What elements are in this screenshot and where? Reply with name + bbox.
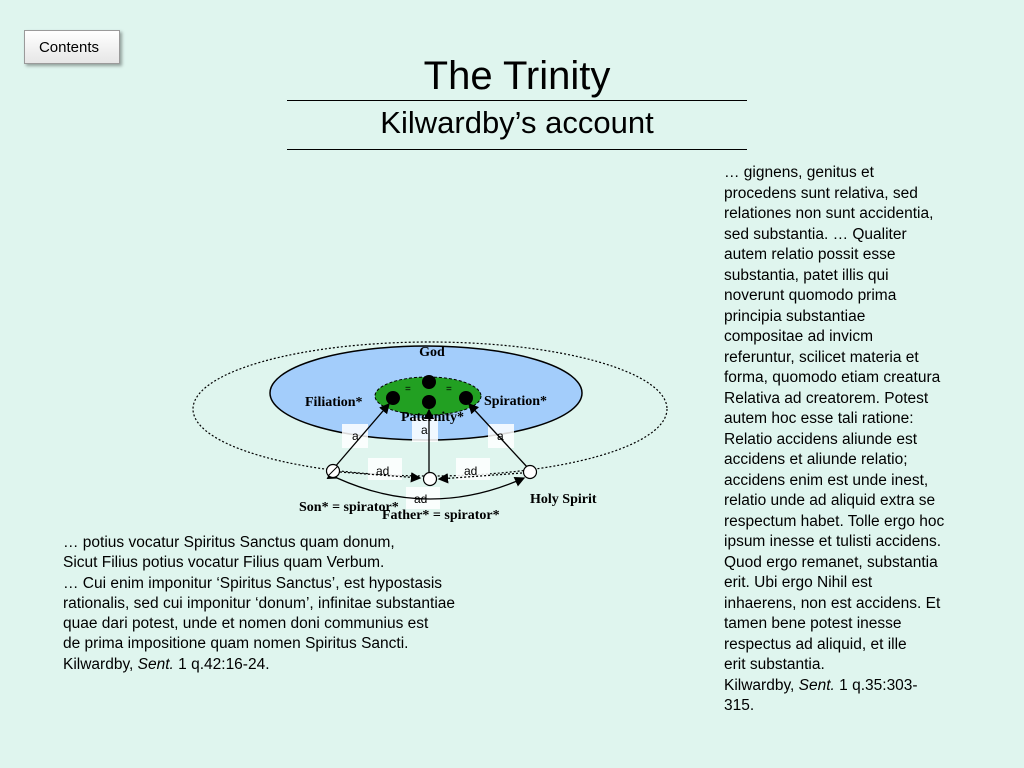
- left-quote-line: Sicut Filius potius vocatur Filius quam Verbum.: [63, 554, 385, 572]
- slide-subtitle: Kilwardby’s account: [380, 105, 654, 140]
- citation-ref: 1 q.42:16-24.: [173, 655, 270, 673]
- dot-top: [422, 375, 436, 389]
- right-quote-line: autem hoc esse tali ratione:: [724, 410, 914, 427]
- right-quote-line: Relativa ad creatorem. Potest: [724, 389, 929, 407]
- citation-ref: 1 q.35:303-: [834, 676, 918, 694]
- right-quote-line: relatio unde ad aliquid extra se: [724, 492, 936, 509]
- right-quote-citation: [724, 676, 974, 697]
- filiation-label: Filiation*: [305, 395, 363, 410]
- a-label-left: a: [352, 429, 359, 443]
- paternity-label: Paternity*: [401, 410, 464, 425]
- citation-author: Kilwardby,: [724, 676, 799, 694]
- citation-author: Kilwardby,: [63, 655, 138, 673]
- ad-label-right: ad: [464, 464, 478, 478]
- left-quote-line: … potius vocatur Spiritus Sanctus quam donum,: [63, 534, 395, 551]
- right-quote-line: referuntur, scilicet materia et: [724, 348, 919, 366]
- eq-right: =: [446, 384, 452, 395]
- right-quote-line: tamen bene potest inesse: [724, 615, 902, 632]
- right-quote-line: substantia, patet illis qui: [724, 266, 889, 284]
- right-quote-citation-cont: 315.: [724, 697, 755, 714]
- right-quote-line: accidens et aliunde relatio;: [724, 451, 908, 468]
- right-quote-line: sed substantia. … Qualiter: [724, 225, 907, 243]
- right-quote-line: ipsum inesse et tulisti accidens.: [724, 533, 942, 550]
- holy-spirit-circle: [524, 466, 537, 479]
- dot-left: [386, 391, 400, 405]
- left-quote: [63, 533, 523, 675]
- holy-spirit-label: Holy Spirit: [530, 492, 597, 507]
- left-quote-line: … Cui enim imponitur ‘Spiritus Sanctus’, est hypostasis: [63, 574, 443, 592]
- right-quote: [724, 163, 974, 717]
- right-quote-line: relationes non sunt accidentia,: [724, 205, 934, 222]
- citation-work: Sent.: [798, 676, 835, 694]
- right-quote-line: principia substantiae: [724, 307, 866, 325]
- ad-label-bottom: ad: [414, 492, 428, 506]
- left-quote-line: rationalis, sed cui imponitur ‘donum’, infinitae substantiae: [63, 594, 456, 612]
- right-quote-line: … gignens, genitus et: [724, 164, 874, 181]
- dot-right: [459, 391, 473, 405]
- right-quote-line: accidens enim est unde inest,: [724, 471, 929, 489]
- right-quote-line: autem relatio possit esse: [724, 246, 896, 263]
- god-label: God: [419, 345, 445, 360]
- a-label-right: a: [497, 429, 504, 443]
- contents-button[interactable]: Contents: [24, 30, 120, 64]
- father-label: Father* = spirator*: [382, 508, 500, 523]
- slide-title: The Trinity: [423, 54, 611, 98]
- dot-center: [422, 395, 436, 409]
- left-quote-line: de prima impositione quam nomen Spiritus Sancti.: [63, 635, 409, 653]
- right-quote-line: procedens sunt relativa, sed: [724, 184, 918, 202]
- eq-left: =: [405, 384, 411, 395]
- right-quote-line: Quod ergo remanet, substantia: [724, 553, 938, 571]
- father-circle: [424, 473, 437, 486]
- right-quote-line: noverunt quomodo prima: [724, 287, 897, 304]
- right-quote-line: respectum habet. Tolle ergo hoc: [724, 512, 945, 530]
- right-quote-line: forma, quomodo etiam creatura: [724, 369, 941, 386]
- right-quote-line: Relatio accidens aliunde est: [724, 430, 918, 448]
- citation-work: Sent.: [137, 655, 174, 673]
- left-quote-citation: [63, 655, 523, 675]
- right-quote-line: erit. Ubi ergo Nihil est: [724, 574, 873, 591]
- ad-label-left: ad: [376, 464, 390, 478]
- right-quote-line: erit substantia.: [724, 656, 825, 673]
- right-quote-line: inhaerens, non est accidens. Et: [724, 594, 941, 612]
- right-quote-line: compositae ad invicm: [724, 328, 874, 345]
- right-quote-line: respectus ad aliquid, et ille: [724, 635, 907, 653]
- son-label: Son* = spirator*: [299, 500, 399, 515]
- a-label-center: a: [421, 423, 428, 437]
- spiration-label: Spiration*: [484, 394, 548, 409]
- left-quote-line: quae dari potest, unde et nomen doni communius est: [63, 615, 429, 633]
